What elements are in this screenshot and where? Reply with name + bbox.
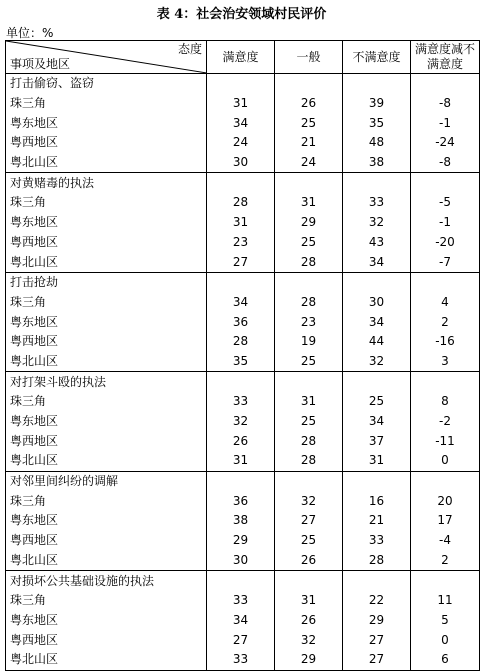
unsatisfied-value: 39 (343, 94, 411, 114)
satisfied-value: 36 (207, 491, 275, 511)
header-item-region: 事项及地区 (10, 57, 71, 71)
section-row (6, 173, 480, 193)
diagonal-header-cell (6, 41, 207, 74)
empty-cell (343, 74, 411, 94)
satisfied-value: 38 (207, 511, 275, 531)
unsatisfied-value: 27 (343, 650, 411, 670)
net-value: 3 (411, 352, 480, 372)
unsatisfied-value: 35 (343, 113, 411, 133)
net-value: -1 (411, 213, 480, 233)
net-value: 4 (411, 293, 480, 313)
table-row (6, 133, 480, 153)
region-label: 粤北山区 (6, 352, 207, 372)
satisfied-value: 31 (207, 94, 275, 114)
satisfied-value: 26 (207, 431, 275, 451)
net-value: 11 (411, 591, 480, 611)
net-value: -5 (411, 193, 480, 213)
table-row (6, 611, 480, 631)
empty-cell (275, 272, 343, 292)
table-row (6, 233, 480, 253)
region-label: 粤北山区 (6, 252, 207, 272)
net-value: 17 (411, 511, 480, 531)
net-value: -7 (411, 252, 480, 272)
unsatisfied-value: 34 (343, 312, 411, 332)
section-row (6, 74, 480, 94)
neutral-value: 28 (275, 431, 343, 451)
satisfied-value: 34 (207, 293, 275, 313)
header-attitude: 态度 (177, 42, 202, 56)
empty-cell (343, 173, 411, 193)
region-label: 珠三角 (6, 94, 207, 114)
section-title: 对黄赌毒的执法 (6, 173, 207, 193)
table-row (6, 153, 480, 173)
section-row (6, 272, 480, 292)
empty-cell (207, 173, 275, 193)
table-row (6, 352, 480, 372)
region-label: 粤东地区 (6, 412, 207, 432)
table-row (6, 511, 480, 531)
region-label: 粤西地区 (6, 332, 207, 352)
neutral-value: 25 (275, 113, 343, 133)
net-value: -20 (411, 233, 480, 253)
region-label: 粤西地区 (6, 531, 207, 551)
net-value: -24 (411, 133, 480, 153)
region-label: 粤东地区 (6, 312, 207, 332)
satisfied-value: 33 (207, 392, 275, 412)
empty-cell (275, 372, 343, 392)
satisfied-value: 28 (207, 332, 275, 352)
neutral-value: 28 (275, 451, 343, 471)
empty-cell (343, 272, 411, 292)
net-value: 5 (411, 611, 480, 631)
unsatisfied-value: 38 (343, 153, 411, 173)
unit-label: 单位：% (6, 26, 54, 40)
neutral-value: 27 (275, 511, 343, 531)
unsatisfied-value: 33 (343, 193, 411, 213)
region-label: 粤东地区 (6, 113, 207, 133)
table-title: 表 4：社会治安领域村民评价 (156, 7, 327, 22)
neutral-value: 26 (275, 551, 343, 571)
neutral-value: 25 (275, 412, 343, 432)
unsatisfied-value: 30 (343, 293, 411, 313)
neutral-value: 24 (275, 153, 343, 173)
net-value: -8 (411, 94, 480, 114)
satisfied-value: 30 (207, 551, 275, 571)
net-value: 6 (411, 650, 480, 670)
region-label: 珠三角 (6, 293, 207, 313)
satisfied-value: 33 (207, 650, 275, 670)
neutral-value: 19 (275, 332, 343, 352)
table-row (6, 312, 480, 332)
net-value: -1 (411, 113, 480, 133)
section-row (6, 571, 480, 591)
region-label: 粤东地区 (6, 611, 207, 631)
net-value: 0 (411, 451, 480, 471)
unsatisfied-value: 33 (343, 531, 411, 551)
satisfied-value: 24 (207, 133, 275, 153)
neutral-value: 23 (275, 312, 343, 332)
neutral-value: 29 (275, 650, 343, 670)
neutral-value: 25 (275, 233, 343, 253)
section-row (6, 471, 480, 491)
table-row (6, 113, 480, 133)
section-title: 对邻里间纠纷的调解 (6, 471, 207, 491)
table-row (6, 293, 480, 313)
neutral-value: 31 (275, 193, 343, 213)
table-row (6, 491, 480, 511)
unsatisfied-value: 28 (343, 551, 411, 571)
empty-cell (343, 372, 411, 392)
region-label: 粤北山区 (6, 153, 207, 173)
table-row (6, 332, 480, 352)
net-value: -4 (411, 531, 480, 551)
table-row (6, 193, 480, 213)
section-title: 对打架斗殴的执法 (6, 372, 207, 392)
header-neutral: 一般 (275, 41, 343, 74)
empty-cell (411, 372, 480, 392)
unsatisfied-value: 34 (343, 412, 411, 432)
empty-cell (275, 173, 343, 193)
neutral-value: 31 (275, 392, 343, 412)
section-row (6, 372, 480, 392)
region-label: 珠三角 (6, 591, 207, 611)
neutral-value: 25 (275, 352, 343, 372)
unsatisfied-value: 31 (343, 451, 411, 471)
net-value: -2 (411, 412, 480, 432)
region-label: 珠三角 (6, 193, 207, 213)
satisfied-value: 35 (207, 352, 275, 372)
table-row (6, 650, 480, 670)
header-row (6, 41, 480, 74)
section-title: 打击偷窃、盗窃 (6, 74, 207, 94)
empty-cell (207, 272, 275, 292)
region-label: 粤北山区 (6, 551, 207, 571)
empty-cell (411, 173, 480, 193)
unsatisfied-value: 32 (343, 352, 411, 372)
region-label: 粤东地区 (6, 213, 207, 233)
neutral-value: 28 (275, 293, 343, 313)
satisfied-value: 34 (207, 611, 275, 631)
satisfied-value: 29 (207, 531, 275, 551)
table-row (6, 451, 480, 471)
header-unsatisfied: 不满意度 (343, 41, 411, 74)
unsatisfied-value: 22 (343, 591, 411, 611)
table-row (6, 213, 480, 233)
net-value: 2 (411, 551, 480, 571)
region-label: 粤西地区 (6, 133, 207, 153)
neutral-value: 32 (275, 630, 343, 650)
region-label: 粤北山区 (6, 650, 207, 670)
neutral-value: 26 (275, 611, 343, 631)
unsatisfied-value: 48 (343, 133, 411, 153)
net-value: -8 (411, 153, 480, 173)
empty-cell (343, 571, 411, 591)
region-label: 珠三角 (6, 491, 207, 511)
table-row (6, 531, 480, 551)
table-row (6, 412, 480, 432)
table-row (6, 431, 480, 451)
unsatisfied-value: 27 (343, 630, 411, 650)
evaluation-table (5, 40, 480, 671)
unsatisfied-value: 29 (343, 611, 411, 631)
unsatisfied-value: 16 (343, 491, 411, 511)
satisfied-value: 31 (207, 213, 275, 233)
table-row (6, 591, 480, 611)
neutral-value: 31 (275, 591, 343, 611)
empty-cell (411, 74, 480, 94)
empty-cell (207, 372, 275, 392)
table-row (6, 94, 480, 114)
neutral-value: 26 (275, 94, 343, 114)
section-title: 打击抢劫 (6, 272, 207, 292)
empty-cell (275, 471, 343, 491)
empty-cell (207, 571, 275, 591)
satisfied-value: 30 (207, 153, 275, 173)
net-value: 8 (411, 392, 480, 412)
unsatisfied-value: 21 (343, 511, 411, 531)
region-label: 珠三角 (6, 392, 207, 412)
empty-cell (275, 571, 343, 591)
empty-cell (411, 471, 480, 491)
region-label: 粤西地区 (6, 233, 207, 253)
satisfied-value: 31 (207, 451, 275, 471)
unsatisfied-value: 43 (343, 233, 411, 253)
region-label: 粤西地区 (6, 630, 207, 650)
satisfied-value: 23 (207, 233, 275, 253)
header-net: 满意度减不满意度 (411, 41, 480, 74)
region-label: 粤北山区 (6, 451, 207, 471)
satisfied-value: 27 (207, 630, 275, 650)
table-row (6, 392, 480, 412)
region-label: 粤东地区 (6, 511, 207, 531)
empty-cell (207, 74, 275, 94)
neutral-value: 29 (275, 213, 343, 233)
unsatisfied-value: 44 (343, 332, 411, 352)
region-label: 粤西地区 (6, 431, 207, 451)
section-title: 对损坏公共基础设施的执法 (6, 571, 207, 591)
neutral-value: 21 (275, 133, 343, 153)
neutral-value: 25 (275, 531, 343, 551)
empty-cell (275, 74, 343, 94)
unsatisfied-value: 37 (343, 431, 411, 451)
table-row (6, 551, 480, 571)
neutral-value: 32 (275, 491, 343, 511)
empty-cell (207, 471, 275, 491)
unsatisfied-value: 25 (343, 392, 411, 412)
satisfied-value: 28 (207, 193, 275, 213)
unsatisfied-value: 34 (343, 252, 411, 272)
table-row (6, 630, 480, 650)
net-value: -16 (411, 332, 480, 352)
header-satisfied: 满意度 (207, 41, 275, 74)
net-value: 2 (411, 312, 480, 332)
net-value: 20 (411, 491, 480, 511)
satisfied-value: 32 (207, 412, 275, 432)
empty-cell (411, 571, 480, 591)
table-row (6, 252, 480, 272)
satisfied-value: 27 (207, 252, 275, 272)
empty-cell (343, 471, 411, 491)
empty-cell (411, 272, 480, 292)
satisfied-value: 36 (207, 312, 275, 332)
satisfied-value: 33 (207, 591, 275, 611)
net-value: -11 (411, 431, 480, 451)
satisfied-value: 34 (207, 113, 275, 133)
neutral-value: 28 (275, 252, 343, 272)
net-value: 0 (411, 630, 480, 650)
unsatisfied-value: 32 (343, 213, 411, 233)
